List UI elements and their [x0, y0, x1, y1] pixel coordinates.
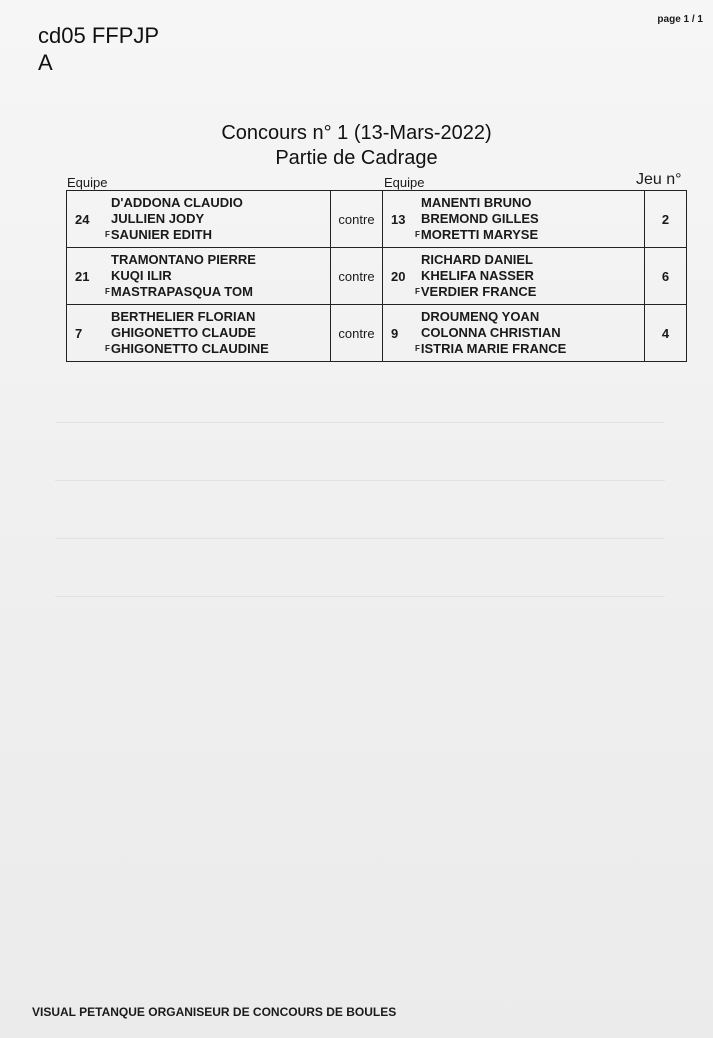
player-name: D'ADDONA CLAUDIO	[111, 195, 243, 210]
female-marker: F	[105, 287, 110, 296]
female-marker: F	[415, 344, 420, 353]
team-number: 13	[391, 211, 406, 227]
team-players	[415, 309, 567, 357]
competition-title: Concours n° 1 (13-Mars-2022)	[221, 122, 492, 144]
team-number: 20	[391, 268, 406, 284]
player-name: JULLIEN JODY	[111, 211, 205, 226]
show-through-ghost	[55, 365, 665, 600]
player-name: COLONNA CHRISTIAN	[421, 325, 561, 340]
organizer-line-1: cd05 FFPJP	[38, 23, 160, 48]
female-marker: F	[415, 230, 420, 239]
organizer-line-2: A	[38, 50, 53, 75]
column-header-jeu: Jeu n°	[636, 171, 682, 188]
team-left-cell	[67, 191, 331, 248]
player-name: $^F$MORETTI MARYSE	[415, 227, 539, 242]
player-name: BREMOND GILLES	[421, 211, 539, 226]
match-row	[67, 248, 687, 305]
round-title: Partie de Cadrage	[275, 147, 438, 169]
versus-label: contre	[331, 248, 383, 305]
team-players	[415, 252, 537, 300]
player-name: $^F$VERDIER FRANCE	[415, 284, 537, 299]
jeu-number: 6	[645, 248, 687, 305]
player-name: RICHARD DANIEL	[421, 252, 533, 267]
team-right-cell	[383, 305, 645, 362]
team-right-cell	[383, 248, 645, 305]
draw-table	[66, 190, 687, 362]
team-right-cell	[383, 191, 645, 248]
team-left-cell	[67, 305, 331, 362]
player-name: $^F$GHIGONETTO CLAUDINE	[105, 341, 269, 356]
footer-software-credit: VISUAL PETANQUE ORGANISEUR DE CONCOURS DE BOULES	[32, 1005, 397, 1019]
player-name: $^F$MASTRAPASQUA TOM	[105, 284, 253, 299]
player-name: BERTHELIER FLORIAN	[111, 309, 256, 324]
team-number: 24	[75, 211, 90, 227]
page-number: page 1 / 1	[657, 14, 703, 25]
team-players	[105, 252, 256, 300]
match-row	[67, 305, 687, 362]
jeu-number: 2	[645, 191, 687, 248]
female-marker: F	[415, 287, 420, 296]
jeu-number: 4	[645, 305, 687, 362]
player-name: GHIGONETTO CLAUDE	[111, 325, 256, 340]
team-number: 7	[75, 325, 83, 341]
team-players	[415, 195, 539, 243]
player-name: $^F$SAUNIER EDITH	[105, 227, 213, 242]
player-name: MANENTI BRUNO	[421, 195, 532, 210]
female-marker: F	[105, 344, 110, 353]
team-players	[105, 195, 243, 243]
column-header-equipe-right: Equipe	[384, 175, 425, 190]
team-left-cell	[67, 248, 331, 305]
versus-label: contre	[331, 305, 383, 362]
player-name: KUQI ILIR	[111, 268, 172, 283]
organizer-header	[38, 22, 159, 76]
female-marker: F	[105, 230, 110, 239]
player-name: KHELIFA NASSER	[421, 268, 534, 283]
player-name: DROUMENQ YOAN	[421, 309, 540, 324]
player-name: TRAMONTANO PIERRE	[111, 252, 256, 267]
match-row	[67, 191, 687, 248]
column-header-equipe-left: Equipe	[67, 175, 108, 190]
player-name: $^F$ISTRIA MARIE FRANCE	[415, 341, 567, 356]
team-number: 21	[75, 268, 90, 284]
versus-label: contre	[331, 191, 383, 248]
team-players	[105, 309, 269, 357]
team-number: 9	[391, 325, 399, 341]
